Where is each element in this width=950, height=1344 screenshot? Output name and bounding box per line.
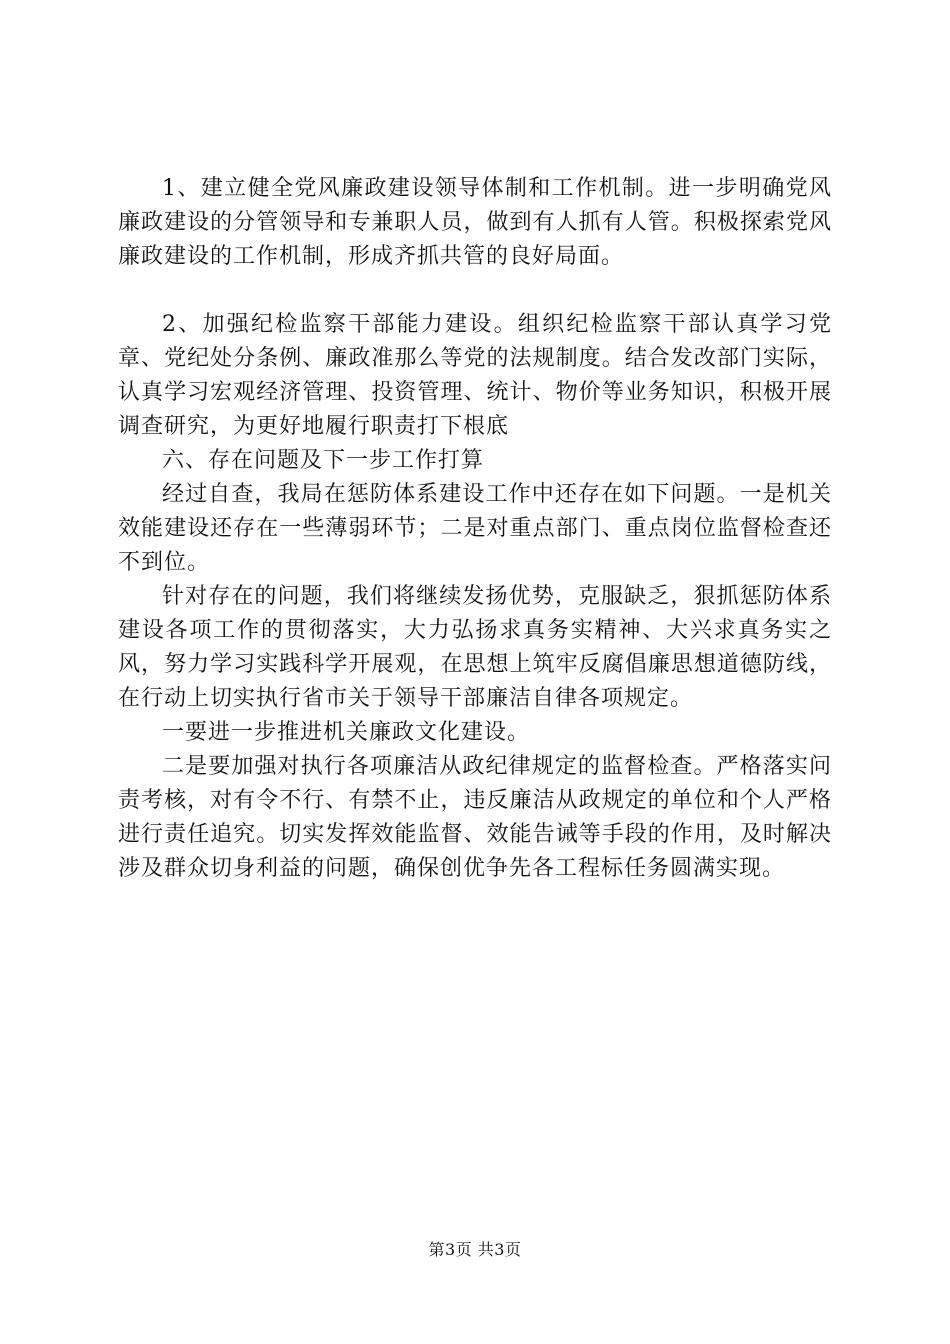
paragraph-6: 二是要加强对执行各项廉洁从政纪律规定的监督检查。严格落实问责考核，对有令不行、有禁不止，违反廉洁从政规定的单位和个人严格进行责任追究。切实发挥效能监督、效能告诫等手段的作用，及时解决涉及群众切身利益的问题，确保创优争先各工程标任务圆满实现。 [118,754,832,881]
paragraph-2: 2、加强纪检监察干部能力建设。组织纪检监察干部认真学习党章、党纪处分条例、廉政准那么等党的法规制度。结合发改部门实际，认真学习宏观经济管理、投资管理、统计、物价等业务知识，积极开展调查研究，为更好地履行职责打下根底 [118,312,832,439]
paragraph-5: 一要进一步推进机关廉政文化建设。 [162,720,531,745]
paragraph-4: 针对存在的问题，我们将继续发扬优势，克服缺乏，狠抓惩防体系建设各项工作的贯彻落实，大力弘扬求真务实精神、大兴求真务实之风，努力学习实践科学开展观，在思想上筑牢反腐倡廉思想道德防线，在行动上切实执行省市关于领导干部廉洁自律各项规定。 [118,584,832,711]
paragraph-3: 经过自查，我局在惩防体系建设工作中还存在如下问题。一是机关效能建设还存在一些薄弱环节；二是对重点部门、重点岗位监督检查还不到位。 [118,482,832,575]
page-footer: 第3页 共3页 [428,1240,522,1259]
paragraph-1: 1、建立健全党风廉政建设领导体制和工作机制。进一步明确党风廉政建设的分管领导和专兼职人员，做到有人抓有人管。积极探索党风廉政建设的工作机制，形成齐抓共管的良好局面。 [118,176,832,269]
document-body [118,172,832,886]
section-heading: 六、存在问题及下一步工作打算 [162,448,485,473]
